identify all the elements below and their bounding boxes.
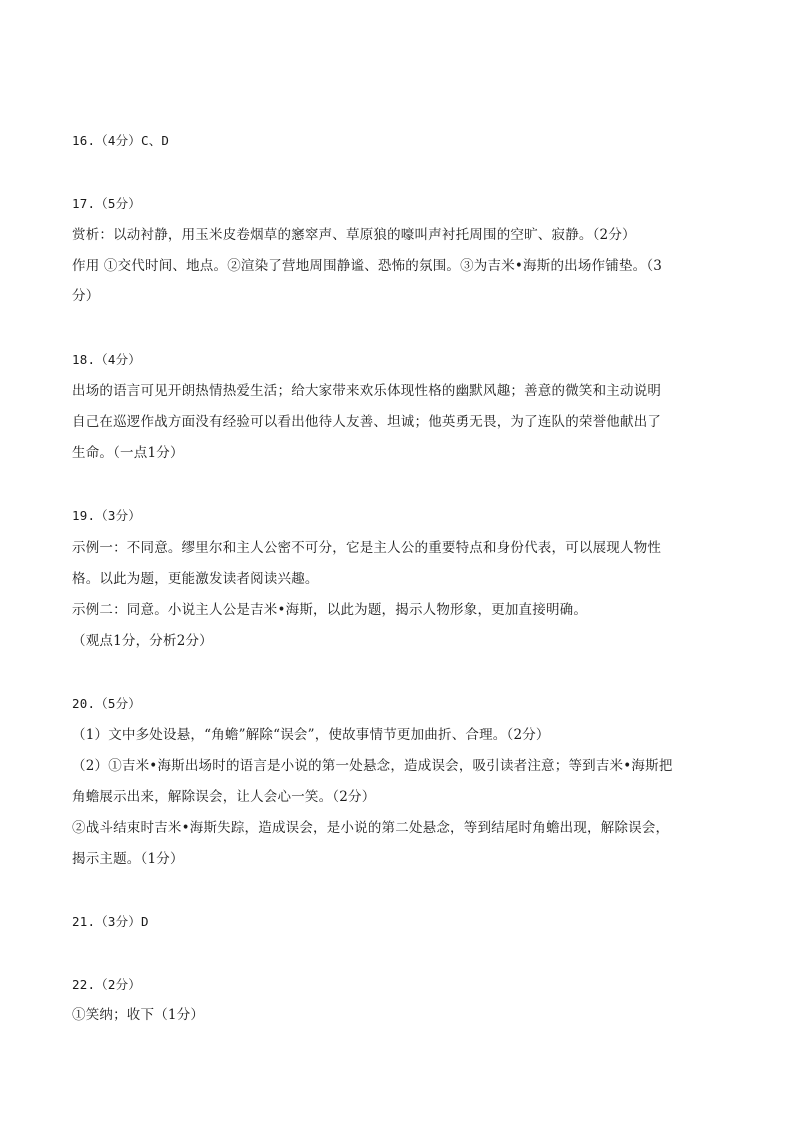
q20-line: （2）①吉米•海斯出场时的语言是小说的第一处悬念，造成误会，吸引读者注意；等到吉米•海斯把 — [72, 758, 673, 774]
q18-line: 出场的语言可见开朗热情热爱生活；给大家带来欢乐体现性格的幽默风趣；善意的微笑和主动说明 — [72, 383, 662, 399]
q22-header: 22.（2分） — [72, 977, 142, 992]
q20-header: 20.（5分） — [72, 696, 142, 711]
q20-line: 揭示主题。（1分） — [72, 851, 184, 867]
q20-line: 角蟾展示出来，解除误会，让人会心一笑。（2分） — [72, 789, 376, 805]
q20-line: （1）文中多处设悬，“角蟾”解除“误会”，使故事情节更加曲折、合理。（2分） — [72, 727, 550, 743]
q17-line: 分） — [72, 288, 100, 304]
q19-header: 19.（3分） — [72, 508, 142, 523]
q18-header: 18.（4分） — [72, 352, 142, 367]
q19-line: 示例一：不同意。缪里尔和主人公密不可分，它是主人公的重要特点和身份代表，可以展现人物性 — [72, 540, 662, 556]
q21-answer: 21.（3分）D — [72, 914, 149, 929]
q16-answer: 16.（4分）C、D — [72, 133, 170, 148]
q17-line: 作用 ①交代时间、地点。②渲染了营地周围静谧、恐怖的氛围。③为吉米•海斯的出场作铺垫。（3 — [72, 258, 663, 274]
q19-line: 示例二：同意。小说主人公是吉米•海斯，以此为题，揭示人物形象，更加直接明确。 — [72, 602, 588, 618]
q22-line: ①笑纳；收下（1分） — [72, 1007, 205, 1023]
q19-line: （观点1分，分析2分） — [72, 633, 213, 649]
q17-header: 17.（5分） — [72, 196, 142, 211]
q17-line: 赏析：以动衬静，用玉米皮卷烟草的窸窣声、草原狼的嚎叫声衬托周围的空旷、寂静。（2分） — [72, 227, 636, 243]
q18-line: 自己在巡逻作战方面没有经验可以看出他待人友善、坦诚；他英勇无畏，为了连队的荣誉他献出了 — [72, 414, 662, 430]
q18-line: 生命。（一点1分） — [72, 445, 184, 461]
q20-line: ②战斗结束时吉米•海斯失踪，造成误会，是小说的第二处悬念，等到结尾时角蟾出现，解除误会， — [72, 820, 670, 836]
q19-line: 格。以此为题，更能激发读者阅读兴趣。 — [72, 571, 319, 587]
